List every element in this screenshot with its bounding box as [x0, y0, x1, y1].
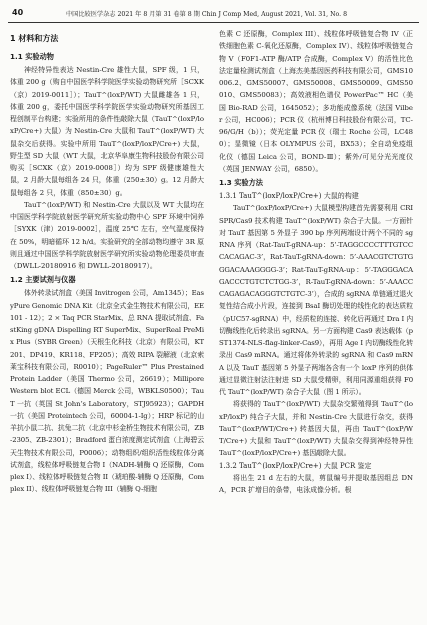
subsection-heading-reagents: 1.2 主要试剂与仪器 [10, 275, 76, 285]
subsection-heading-methods: 1.3 实验方法 [219, 178, 263, 187]
paragraph-housing: TauT^(loxP/WT) 和 Nestin-Cre 大鼠以及 WT 大鼠均在中国医学科学院放射医学研究所实验动物中心 SPF 环境中饲养［SYXK（津）2019-0002］，温度 25℃ 左右，空气湿度保持在 50%，明暗循环 12 h/d。实验研究的全部动物均遵守 3R 原则且通过中国医学科学院放射医学研究所实验动物伦理委员审查（DWLL-20180916 和 DWLL-20180917）。 [10, 200, 204, 270]
paragraph-reagents-continued: 色素 C 还原酶，Complex III）、线粒体呼吸链复合物 IV（正铁细胞色素 C-氧化还原酶，Complex IV）、线粒体呼吸链复合物 V（F0F1-ATP 酶/ATP 合成酶，Complex V）的活性比色法定量检测试剂盒（上海杰美基因医药科技有限公司，GMS10006.2、GMS50007、GMS50008、GMS50009、GMS50010、GMS50083）；高效液相色谱仪 PowerPac™ HC（美国 Bio-RAD 公司，1645052）；多功能成像系统（法国 Vilber 公司，HC006）；PCR 仪（杭州博日科技股份有限公司，TC-96/G/H（b））；荧光定量 PCR 仪（瑞士 Roche 公司，LC480）；显微镜（日本 OLYMPUS 公司，BX53）；全自动免疫组化仪（德国 Leica 公司，BOND-Ⅲ）；紫外/可见分光光度仪（英国 JENWAY 公司，6850）。 [219, 30, 413, 173]
paragraph-construction: TauT^(loxP/loxP/Cre+) 大鼠模型构建首先需要利用 CRISPR/Cas9 技术构建 TauT^(loxP/WT) 杂合子大鼠。一方面针对 TauT 基因第 5 外显子 390 bp 序列两端设计两个不同的 sgRNA 序列（Rat-TauT-gRNA-up：5’-TAGGCCCCTTTGTCCCACAGAC-3’，Rat-TauT-gRNA-down：5’-AAACGTCTGTGGGACAAAGGGG-3’；Rat-TauT-gRNA-up：5’-TAGGGACAGACCCTGTCTCTGG-3’，R-TauT-gRNA-down：5’-AAACCCAGAGACAGGGTCTGTC-3’），合成的 sgRNA 单链通过退火复性结合成小片段，连接到 BsaI 酶切处理的线性化的表达质粒（pUC57-sgRNA）中，经质粒的连接、转化后再通过 Dra I 内切酶线性化后转录出 sgRNA。另一方面构建 Cas9 表达载体（pST1374-NLS-flag-linker-Cas9），再用 Age I 内切酶线性化转录出 Cas9 mRNA。通过将体外转录的 sgRNA 和 Cas9 mRNA 以及 TauT 基因第 5 外显子两端各含有一个 loxP 序列的供体通过显微注射法注射进 SD 大鼠受精卵，利用同源重组获得 F0 代 TauT^(loxP/WT) 杂合子大鼠（图 1 所示）。 [219, 204, 413, 396]
right-column [219, 28, 413, 496]
header-rule [8, 22, 419, 23]
subsubsection-heading-pcr: 1.3.2 TauT^(loxP/loxP/Cre+) 大鼠 PCR 鉴定 [219, 461, 372, 470]
section-heading-materials-methods: 1 材料和方法 [10, 34, 59, 43]
paragraph-reagents: 体外转录试剂盒（美国 Invitrogen 公司，Am1345）；EasyPure Genomic DNA Kit（北京全式金生物技术有限公司，EE101 - 12）；2 × Taq PCR StarMix、总 RNA 提取试剂盒、FastKing gDNA Dispelling RT SuperMix、SuperReal PreMix Plus（SYBR Green）（天根生化科技（北京）有限公司，KT201、DP419、KR118、FP205）；高效 RIPA 裂解液（北京索莱宝科技有限公司，R0010）；PageRuler™ Plus Prestained Protein Ladder（美国 Thermo 公司，26619）；Millipore Western blot ECL（德国 Merck 公司，WBKLS0500）；TauT 一抗（英国 St John’s Laboratory，STJ95923）；GAPDH 一抗（美国 Proteintech 公司，60004-1-Ig）；HRP 标记的山羊抗小鼠二抗、抗兔二抗（北京中杉金桥生物技术有限公司，ZB-2305、ZB-2301）；Bradford 蛋白浓度测定试剂盒（上海碧云天生物技术有限公司，P0006）；动物组织/组织活性线粒体分离试剂盒，线粒体呼吸链复合物 I（NADH-辅酶 Q 还原酶，Complex I）、线粒体呼吸链复合物 II（琥珀酸-辅酶 Q 还原酶，Complex II）、线粒体呼吸链复合物 III（辅酶 Q-细胞 [10, 289, 204, 494]
subsection-heading-animals: 1.1 实验动物 [10, 52, 54, 61]
paragraph-animals: 神经特异性表达 Nestin-Cre 雄性大鼠，SPF 级，1 只，体重 200 g（购自中国医学科学院医学实验动物研究所［SCXK（京）2019-0011］）；TauT^(loxP/WT) 大鼠雌雄各 1 只，体重 200 g，委托中国医学科学院医学实验动物研究所基因工程创制平台构建；实验所用的条件性敲除大鼠（TauT^(loxP/loxP/Cre+) 大鼠）为 Nestin-Cre 大鼠和 TauT^(loxP/WT) 大鼠杂交后获得。实验中所用 TauT^(loxP/loxP/Cre+) 大鼠，野生型 SD 大鼠（WT 大鼠，北京华阜康生物科技股份有限公司购买［SCXK（京）2019-0008］）均为 SPF 级健康雄性大鼠，2 月龄大鼠每组各 24 只，体重（250±30）g。12 月龄大鼠每组各 2 只，体重（850±30）g。 [10, 66, 204, 197]
left-column [10, 28, 204, 496]
running-head: 中国比较医学杂志 2021 年 8 月第 31 卷第 8 期 Chin J Comp Med, August 2021, Vol. 31, No. 8 [66, 11, 348, 18]
page-number: 40 [12, 8, 24, 17]
subsubsection-heading-construction: 1.3.1 TauT^(loxP/loxP/Cre+) 大鼠的构建 [219, 192, 359, 200]
paragraph-breeding: 将获得的 TauT^(loxP/WT) 大鼠杂交繁殖得到 TauT^(loxP/loxP) 纯合子大鼠，并和 Nestin-Cre 大鼠进行杂交，获得 TauT^(loxP/WT/Cre+) 转基因大鼠，再由 TauT^(loxP/WT/Cre+) 大鼠和 TauT^(loxP/WT) 大鼠杂交得到神经特异性 TauT^(loxP/loxP/Cre+) 基因敲除大鼠。 [219, 400, 413, 458]
paragraph-pcr: 将出生 21 d 左右的大鼠，剪鼠编号并提取基因组总 DNA，PCR 扩增目的条带，电泳成像分析。根 [219, 473, 413, 494]
